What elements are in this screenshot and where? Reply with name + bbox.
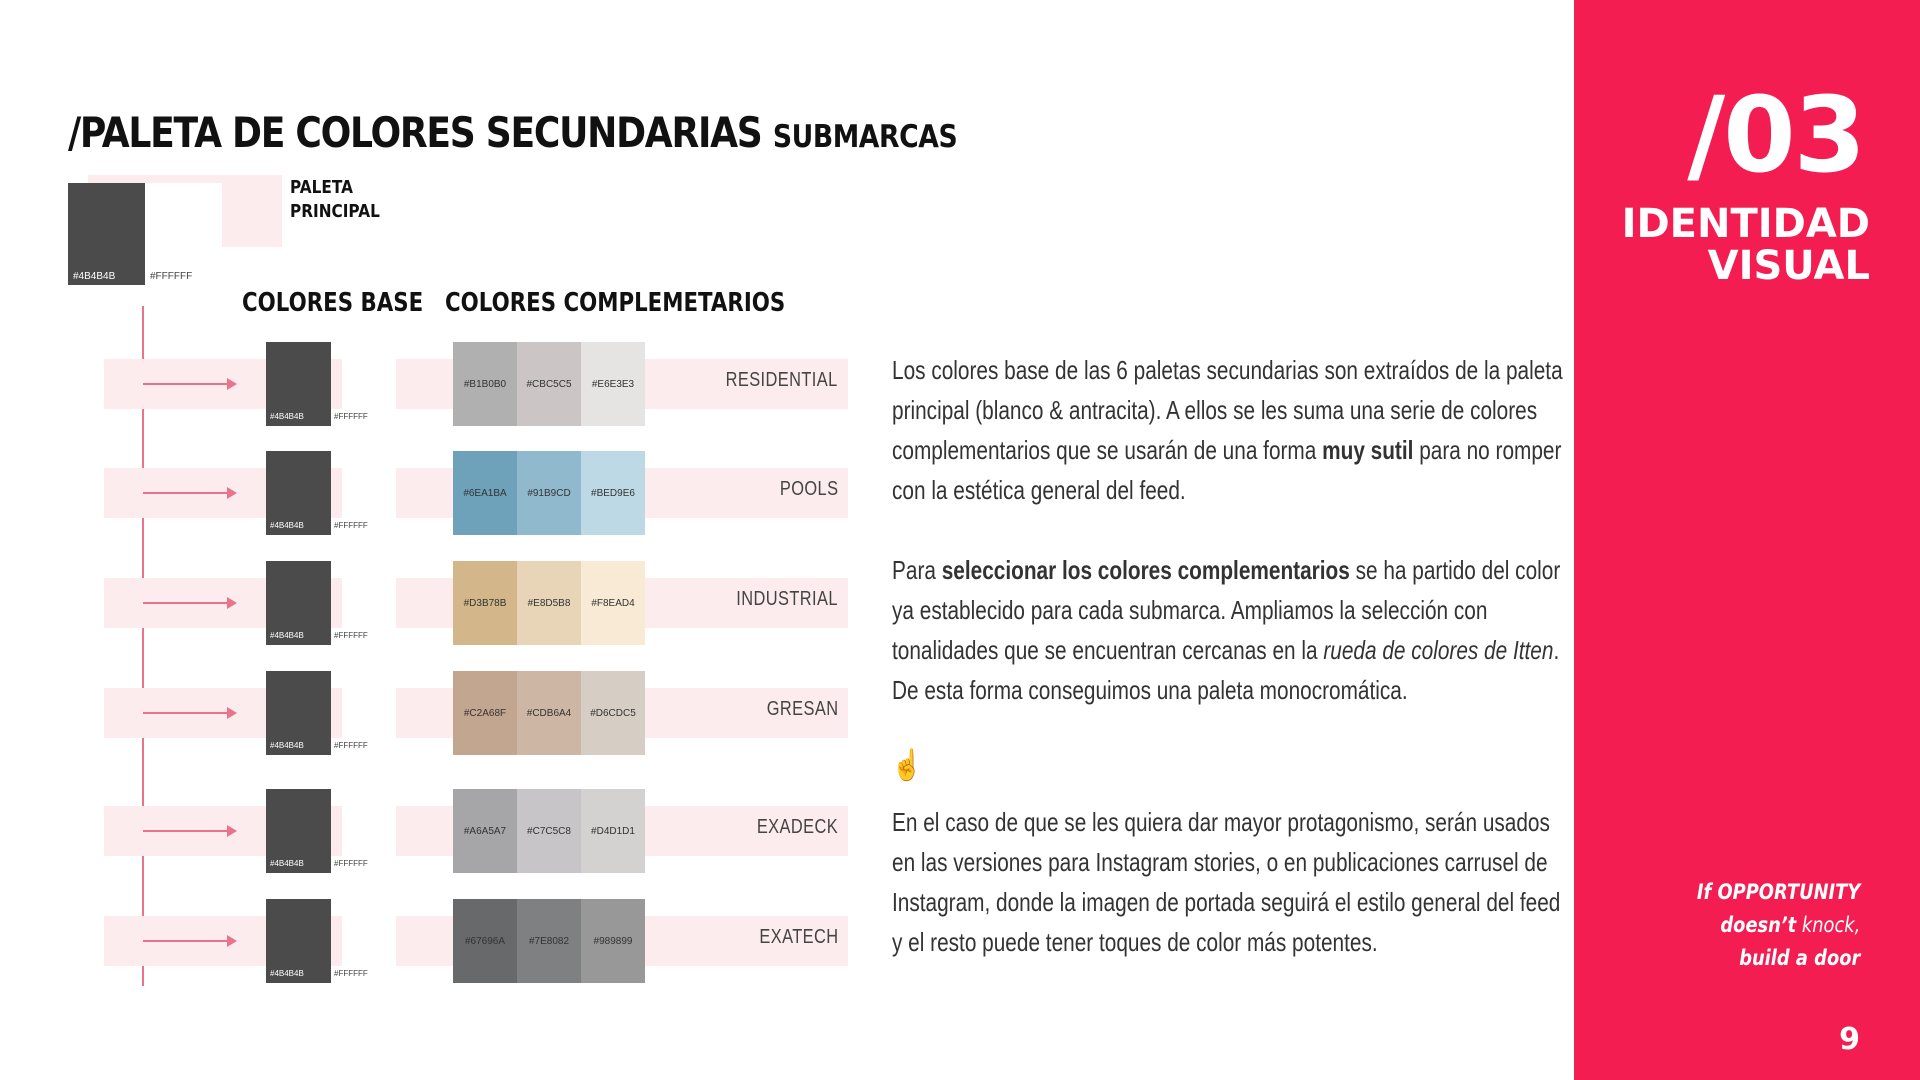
complementary-swatch — [517, 561, 581, 645]
submarca-name: EXADECK — [756, 816, 838, 838]
complementary-swatch — [517, 789, 581, 873]
complementary-swatch — [581, 671, 645, 755]
swatch-code: #CDB6A4 — [526, 707, 572, 719]
swatch-code: #E6E3E3 — [591, 378, 635, 390]
pointing-hand-icon: ☝ — [892, 749, 922, 782]
complementary-swatch — [453, 789, 517, 873]
complementary-swatch — [517, 342, 581, 426]
swatch-code: #D4D1D1 — [591, 825, 635, 837]
complementary-colors-heading: COLORES COMPLEMETARIOS — [445, 288, 786, 318]
complementary-swatch — [453, 671, 517, 755]
submarca-name: INDUSTRIAL — [736, 588, 838, 610]
section-title: IDENTIDAD VISUAL — [1621, 201, 1870, 289]
motto: If OPPORTUNITY doesn’t knock, build a door — [1696, 880, 1860, 970]
base-swatch-code: #FFFFFF — [334, 521, 368, 530]
swatch-code: #D6CDC5 — [590, 707, 636, 719]
base-swatch-code: #FFFFFF — [334, 859, 368, 868]
submarca-name: GRESAN — [766, 698, 838, 720]
arrow-icon — [143, 830, 235, 832]
complementary-swatch — [453, 899, 517, 983]
palette-row — [0, 558, 860, 648]
complementary-swatch — [517, 671, 581, 755]
base-swatch-code: #FFFFFF — [334, 969, 368, 978]
swatch-code: #B1B0B0 — [463, 378, 507, 390]
main-swatch-white — [145, 183, 222, 285]
swatch-code: #989899 — [593, 935, 633, 947]
page-number: 9 — [1839, 1022, 1860, 1057]
paragraph: Para seleccionar los colores complementarios se ha partido del color ya establecido para cada submarca. Ampliamos la selección con tonalidades que se encuentran cercanas en la rueda de colores de Itten. De esta forma conseguimos una paleta monocromática. — [892, 555, 1561, 705]
arrow-icon — [143, 940, 235, 942]
paragraph: En el caso de que se les quiera dar mayor protagonismo, serán usados en las versiones para Instagram stories, o en publicaciones carrusel de Instagram, donde la imagen de portada seguirá el estilo general del feed y el resto puede tener toques de color más potentes. — [892, 807, 1561, 957]
palette-row — [0, 339, 860, 429]
palette-row — [0, 786, 860, 876]
main-swatch-code: #FFFFFF — [150, 271, 193, 282]
complementary-swatch — [581, 342, 645, 426]
swatch-code: #F8EAD4 — [591, 597, 635, 609]
palette-row — [0, 896, 860, 986]
base-colors-heading: COLORES BASE — [242, 288, 424, 318]
section-number: /03 — [1687, 74, 1864, 196]
swatch-code: #BED9E6 — [591, 487, 635, 499]
base-swatch-code: #4B4B4B — [270, 741, 304, 750]
complementary-swatch — [581, 789, 645, 873]
complementary-swatch — [453, 451, 517, 535]
arrow-icon — [143, 383, 235, 385]
swatch-code: #E8D5B8 — [527, 597, 571, 609]
complementary-swatch — [453, 342, 517, 426]
base-swatch-code: #4B4B4B — [270, 859, 304, 868]
swatch-code: #67696A — [464, 935, 506, 947]
submarca-name: RESIDENTIAL — [725, 369, 838, 391]
description — [892, 350, 1572, 962]
swatch-code: #C2A68F — [463, 707, 507, 719]
base-swatch-code: #4B4B4B — [270, 412, 304, 421]
main-palette-label: PALETA PRINCIPAL — [290, 177, 380, 222]
complementary-swatch — [581, 899, 645, 983]
complementary-swatch — [517, 451, 581, 535]
complementary-swatch — [581, 451, 645, 535]
arrow-icon — [143, 712, 235, 714]
swatch-code: #CBC5C5 — [526, 378, 572, 390]
base-swatch-code: #4B4B4B — [270, 969, 304, 978]
base-swatch-code: #4B4B4B — [270, 521, 304, 530]
base-swatch-code: #4B4B4B — [270, 631, 304, 640]
palette-row — [0, 448, 860, 538]
arrow-icon — [143, 602, 235, 604]
complementary-swatch — [517, 899, 581, 983]
swatch-code: #D3B78B — [463, 597, 507, 609]
arrow-icon — [143, 492, 235, 494]
palette-row — [0, 668, 860, 758]
swatch-code: #C7C5C8 — [527, 825, 571, 837]
complementary-swatch — [453, 561, 517, 645]
complementary-swatch — [581, 561, 645, 645]
base-swatch-code: #FFFFFF — [334, 741, 368, 750]
submarca-name: POOLS — [779, 478, 838, 500]
base-swatch-code: #FFFFFF — [334, 412, 368, 421]
main-swatch-code: #4B4B4B — [73, 271, 116, 282]
page-title — [68, 108, 957, 157]
swatch-code: #6EA1BA — [463, 487, 507, 499]
section-panel — [1574, 0, 1920, 1080]
paragraph: Los colores base de las 6 paletas secundarias son extraídos de la paleta principal (blanco & antracita). A ellos se les suma una serie de colores complementarios que se usarán de una forma muy sutil para no romper con la estética general del feed. — [892, 355, 1563, 505]
submarca-name: EXATECH — [758, 926, 838, 948]
page-title-main: /PALETA DE COLORES SECUNDARIAS — [68, 108, 762, 157]
page-subtitle: SUBMARCAS — [772, 119, 958, 155]
swatch-code: #A6A5A7 — [463, 825, 507, 837]
swatch-code: #91B9CD — [527, 487, 571, 499]
base-swatch-code: #FFFFFF — [334, 631, 368, 640]
main-swatch-anthracite — [68, 183, 145, 285]
swatch-code: #7E8082 — [528, 935, 570, 947]
